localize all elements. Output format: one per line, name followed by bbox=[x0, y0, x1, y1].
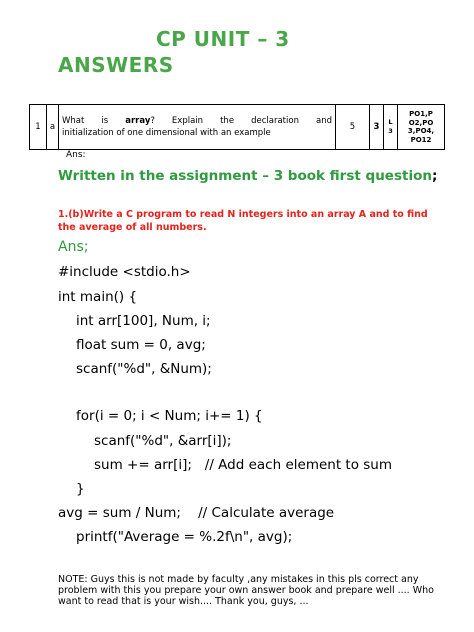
question-sub: a bbox=[47, 105, 59, 150]
code-line: } bbox=[76, 481, 85, 497]
code-line: sum += arr[i]; // Add each element to sum bbox=[94, 457, 392, 473]
question-1b: 1.(b)Write a C program to read N integers into an array A and to find the average of all numbers. bbox=[58, 209, 428, 233]
code-line: scanf("%d", &Num); bbox=[76, 361, 212, 377]
answer-label-small: Ans: bbox=[66, 150, 86, 160]
code-line: int main() { bbox=[58, 289, 138, 305]
question-level-letter: L bbox=[388, 118, 393, 126]
code-line: avg = sum / Num; // Calculate average bbox=[58, 505, 335, 521]
question-level bbox=[384, 105, 398, 150]
table-row bbox=[30, 105, 445, 150]
question-po-line: PO1,P bbox=[409, 110, 433, 118]
written-note bbox=[58, 167, 448, 185]
question-text-bold: array bbox=[125, 116, 151, 126]
code-line: scanf("%d", &arr[i]); bbox=[94, 433, 232, 449]
question-text bbox=[59, 105, 336, 150]
code-line: for(i = 0; i < Num; i+= 1) { bbox=[76, 408, 263, 424]
question-po bbox=[398, 105, 445, 150]
code-line: #include <stdio.h> bbox=[58, 264, 191, 280]
written-note-text: Written in the assignment – 3 book first question bbox=[58, 168, 432, 184]
footer-note: NOTE: Guys this is not made by faculty ,any mistakes in this pls correct any problem with this you prepare your own answer book and prepare well .... Who want to read that is your wish.... Thank you, guys, ... bbox=[58, 574, 434, 607]
answer-label-green: Ans; bbox=[58, 239, 89, 255]
code-line: float sum = 0, avg; bbox=[76, 337, 206, 353]
question-text-line2: initialization of one dimensional with an example bbox=[62, 128, 271, 138]
page-title-line1: CP UNIT – 3 bbox=[156, 27, 290, 51]
question-text-after: ? Explain the declaration and bbox=[150, 116, 333, 126]
question-po-line: PO12 bbox=[410, 135, 432, 144]
question-po-line: 3,PO4, bbox=[407, 127, 435, 135]
question-po-line: O2,PO bbox=[408, 118, 434, 127]
page-title-line2: ANSWERS bbox=[58, 53, 174, 77]
code-line: printf("Average = %.2f\n", avg); bbox=[76, 529, 293, 545]
code-line: int arr[100], Num, i; bbox=[76, 313, 211, 329]
question-marks: 5 bbox=[336, 105, 370, 150]
question-text-line1 bbox=[62, 115, 332, 127]
written-note-semicolon: ; bbox=[431, 168, 438, 184]
question-bloom: 3 bbox=[370, 105, 384, 150]
question-number: 1 bbox=[30, 105, 47, 150]
question-text-before: What is bbox=[62, 116, 126, 126]
question-level-number: 3 bbox=[388, 127, 393, 135]
question-table bbox=[29, 104, 445, 150]
